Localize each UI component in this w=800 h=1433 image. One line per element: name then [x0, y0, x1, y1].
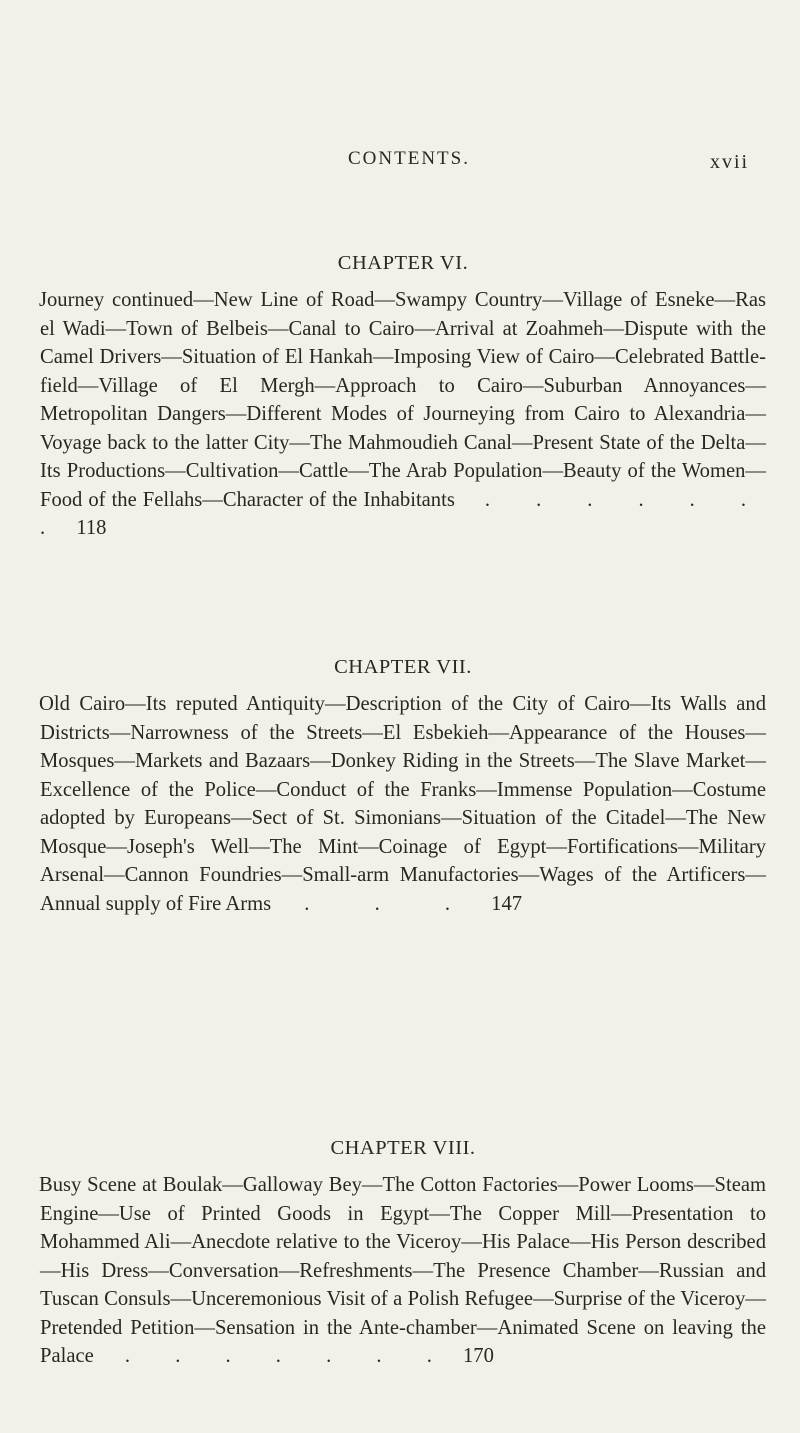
chapter-heading: CHAPTER VII. — [334, 656, 472, 678]
chapter-summary — [40, 286, 766, 543]
summary-text: Journey continued—New Line of Road—Swampy Country—Village of Esneke—Ras el Wadi—Town of Belbeis—Canal to Cairo—Arrival at Zoahmeh—Dispute with the Camel Drivers—Situation of El Hankah—Imposing View of Cairo—Celebrated Battle-field—Village of El Mergh—Approach to Cairo—Suburban Annoyances—Metropolitan Dangers—Different Modes of Journeying from Cairo to Alexandria—Voyage back to the latter City—The Mahmoudieh Canal—Present State of the Delta—Its Productions—Cultivation—Cattle—The Arab Population—Beauty of the Women—Food of the Fellahs—Character of the Inhabitants — [39, 289, 766, 511]
chapter-heading: CHAPTER VIII. — [330, 1137, 476, 1159]
page-number: 118 — [76, 517, 107, 539]
page-number: 170 — [463, 1345, 494, 1367]
dot-leader: . . . — [304, 892, 481, 915]
page-folio: xvii — [710, 151, 750, 173]
summary-text: Busy Scene at Boulak—Galloway Bey—The Cotton Factories—Power Looms—Steam Engine—Use of Printed Goods in Egypt—The Copper Mill—Presentation to Mohammed Ali—Anecdote relative to the Viceroy—His Palace—His Person described—His Dress—Conversation—Refreshments—The Presence Chamber—Russian and Tuscan Consuls—Unceremonious Visit of a Polish Refugee—Surprise of the Viceroy—Pretended Petition—Sensation in the Ante-chamber—Animated Scene on leaving the Palace — [39, 1174, 766, 1367]
chapter-6-entry — [40, 248, 766, 543]
page-number: 147 — [491, 892, 523, 915]
chapter-7-entry — [40, 652, 766, 918]
dot-leader: . . . . . . . — [40, 488, 766, 539]
running-head — [0, 148, 800, 182]
dot-leader: . . . . . . . — [124, 1345, 452, 1367]
running-head-title: CONTENTS. — [348, 148, 470, 169]
chapter-summary — [40, 690, 766, 918]
chapter-8-entry — [40, 1133, 766, 1371]
chapter-heading: CHAPTER VI. — [337, 252, 469, 274]
summary-text: Old Cairo—Its reputed Antiquity—Description of the City of Cairo—Its Walls and Districts—Narrowness of the Streets—El Esbekieh—Appearance of the Houses—Mosques—Markets and Bazaars—Donkey Riding in the Streets—The Slave Market—Excellence of the Police—Conduct of the Franks—Immense Population—Costume adopted by Europeans—Sect of St. Simonians—Situation of the Citadel—The New Mosque—Joseph's Well—The Mint—Coinage of Egypt—Fortifications—Military Arsenal—Cannon Foundries—Small-arm Manufactories—Wages of the Artificers—Annual supply of Fire Arms — [39, 693, 766, 915]
chapter-summary — [40, 1171, 766, 1371]
